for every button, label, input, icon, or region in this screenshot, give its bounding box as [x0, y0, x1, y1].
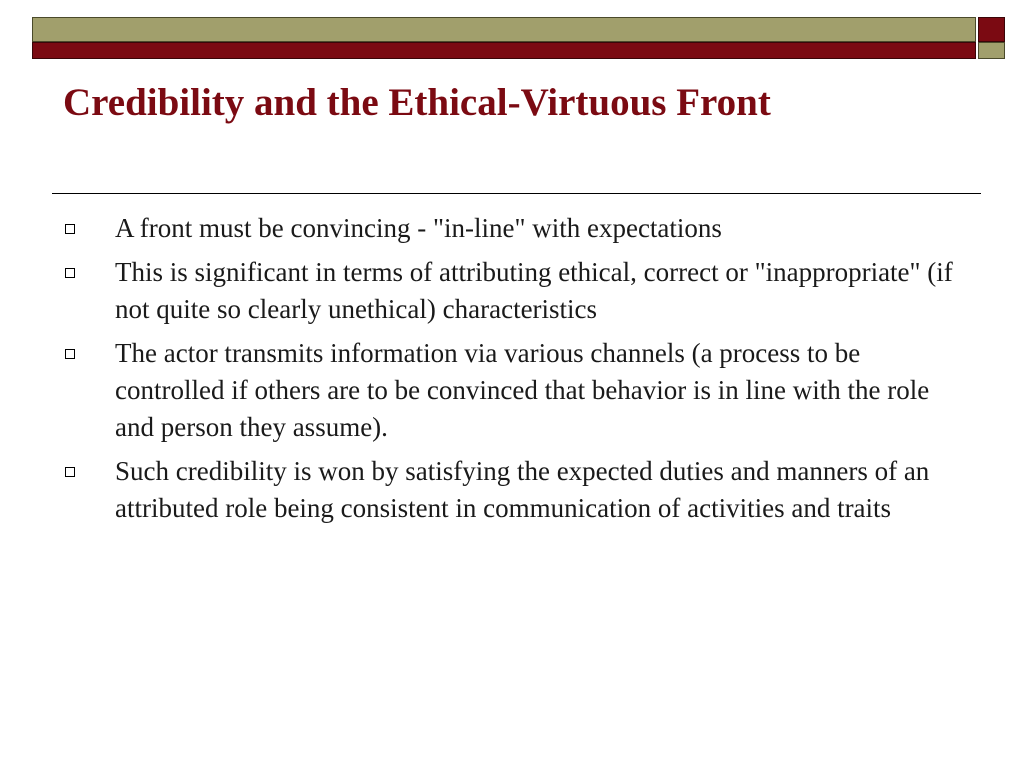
bullet-text: This is significant in terms of attributing ethical, correct or "inappropriate" (if not quite so clearly unethical) characteristics: [115, 257, 953, 324]
hollow-square-bullet-icon: [65, 349, 75, 359]
bullet-text: A front must be convincing - "in-line" with expectations: [115, 213, 722, 243]
bullet-item: [62, 335, 962, 446]
corner-block-maroon: [978, 17, 1005, 42]
bullet-item: [62, 453, 962, 527]
bullet-list: [62, 210, 962, 534]
bullet-text: The actor transmits information via various channels (a process to be controlled if others are to be convinced that behavior is in line with the role and person they assume).: [115, 338, 930, 442]
corner-block-olive: [978, 42, 1005, 59]
slide-title: Credibility and the Ethical-Virtuous Front: [63, 81, 771, 124]
hollow-square-bullet-icon: [65, 467, 75, 477]
header-band-olive: [32, 17, 976, 42]
hollow-square-bullet-icon: [65, 224, 75, 234]
title-divider: [52, 193, 981, 194]
hollow-square-bullet-icon: [65, 268, 75, 278]
bullet-item: [62, 254, 962, 328]
bullet-text: Such credibility is won by satisfying the expected duties and manners of an attributed role being consistent in communication of activities and traits: [115, 456, 930, 523]
header-band-maroon: [32, 42, 976, 59]
bullet-item: [62, 210, 962, 247]
